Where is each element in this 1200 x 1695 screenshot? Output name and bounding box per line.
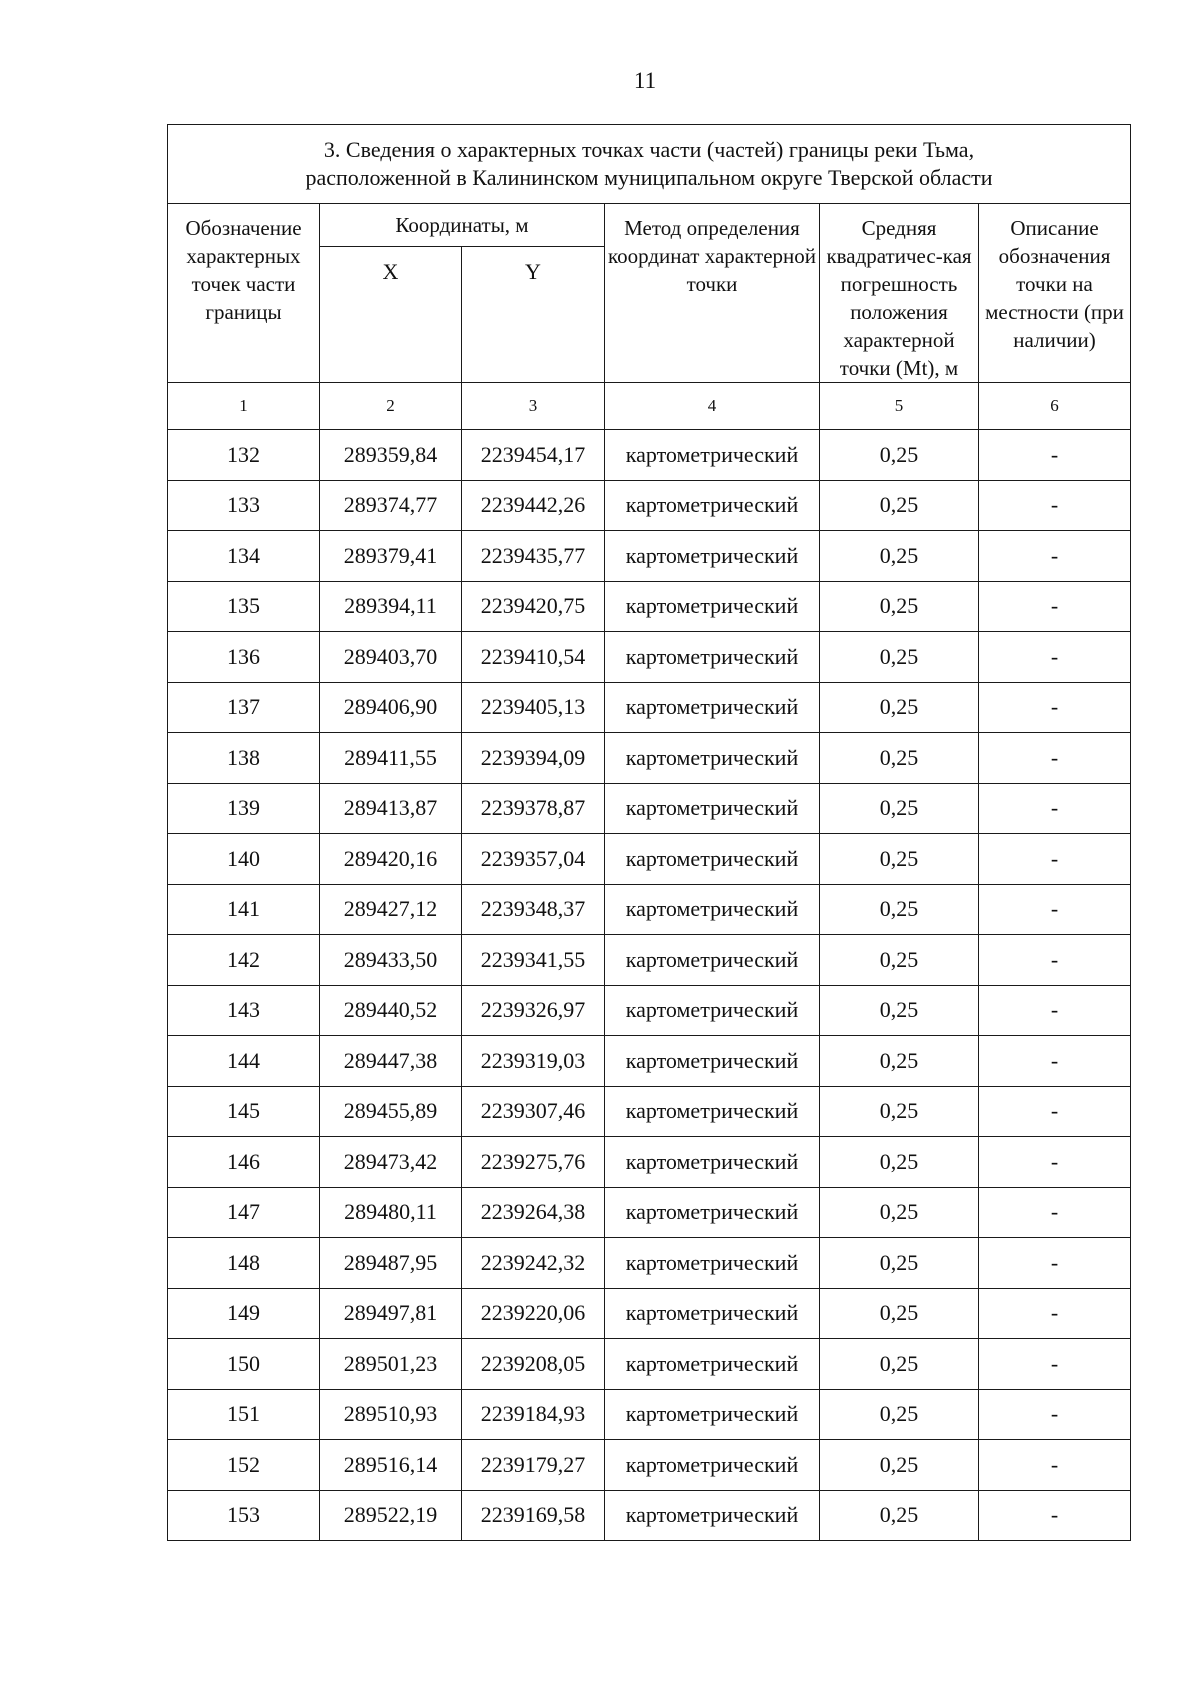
method-cell: картометрический bbox=[605, 632, 820, 683]
description-cell: - bbox=[979, 430, 1131, 481]
point-id-cell: 132 bbox=[168, 430, 320, 481]
table-row bbox=[168, 531, 1131, 582]
error-cell: 0,25 bbox=[820, 1339, 979, 1390]
error-cell: 0,25 bbox=[820, 1490, 979, 1541]
description-cell: - bbox=[979, 581, 1131, 632]
error-cell: 0,25 bbox=[820, 1440, 979, 1491]
method-cell: картометрический bbox=[605, 682, 820, 733]
point-id-cell: 138 bbox=[168, 733, 320, 784]
y-coord-cell: 2239357,04 bbox=[462, 834, 605, 885]
x-coord-cell: 289433,50 bbox=[320, 935, 462, 986]
error-cell: 0,25 bbox=[820, 935, 979, 986]
table-row bbox=[168, 1238, 1131, 1289]
description-cell: - bbox=[979, 1339, 1131, 1390]
y-coord-cell: 2239442,26 bbox=[462, 480, 605, 531]
point-id-cell: 135 bbox=[168, 581, 320, 632]
point-id-cell: 133 bbox=[168, 480, 320, 531]
x-coord-cell: 289420,16 bbox=[320, 834, 462, 885]
error-cell: 0,25 bbox=[820, 1288, 979, 1339]
column-number: 3 bbox=[462, 383, 605, 430]
table-row bbox=[168, 1137, 1131, 1188]
error-cell: 0,25 bbox=[820, 985, 979, 1036]
point-id-cell: 146 bbox=[168, 1137, 320, 1188]
description-cell: - bbox=[979, 632, 1131, 683]
y-coord-cell: 2239169,58 bbox=[462, 1490, 605, 1541]
table-row bbox=[168, 480, 1131, 531]
error-cell: 0,25 bbox=[820, 531, 979, 582]
y-coord-cell: 2239264,38 bbox=[462, 1187, 605, 1238]
error-cell: 0,25 bbox=[820, 733, 979, 784]
description-cell: - bbox=[979, 682, 1131, 733]
point-id-cell: 136 bbox=[168, 632, 320, 683]
description-cell: - bbox=[979, 1288, 1131, 1339]
description-cell: - bbox=[979, 480, 1131, 531]
method-cell: картометрический bbox=[605, 1086, 820, 1137]
error-cell: 0,25 bbox=[820, 1187, 979, 1238]
description-cell: - bbox=[979, 1137, 1131, 1188]
header-x: X bbox=[320, 246, 462, 382]
x-coord-cell: 289487,95 bbox=[320, 1238, 462, 1289]
point-id-cell: 140 bbox=[168, 834, 320, 885]
error-cell: 0,25 bbox=[820, 430, 979, 481]
y-coord-cell: 2239319,03 bbox=[462, 1036, 605, 1087]
x-coord-cell: 289480,11 bbox=[320, 1187, 462, 1238]
column-numbers-row bbox=[168, 383, 1131, 430]
table-row bbox=[168, 1339, 1131, 1390]
description-cell: - bbox=[979, 884, 1131, 935]
column-number: 1 bbox=[168, 383, 320, 430]
x-coord-cell: 289374,77 bbox=[320, 480, 462, 531]
method-cell: картометрический bbox=[605, 935, 820, 986]
error-cell: 0,25 bbox=[820, 480, 979, 531]
error-cell: 0,25 bbox=[820, 834, 979, 885]
description-cell: - bbox=[979, 1490, 1131, 1541]
point-id-cell: 145 bbox=[168, 1086, 320, 1137]
table-body bbox=[168, 430, 1131, 1541]
column-number: 6 bbox=[979, 383, 1131, 430]
description-cell: - bbox=[979, 1389, 1131, 1440]
point-id-cell: 150 bbox=[168, 1339, 320, 1390]
table-row bbox=[168, 1187, 1131, 1238]
x-coord-cell: 289440,52 bbox=[320, 985, 462, 1036]
table-row bbox=[168, 1086, 1131, 1137]
y-coord-cell: 2239348,37 bbox=[462, 884, 605, 935]
y-coord-cell: 2239454,17 bbox=[462, 430, 605, 481]
table-row bbox=[168, 935, 1131, 986]
error-cell: 0,25 bbox=[820, 1137, 979, 1188]
point-id-cell: 152 bbox=[168, 1440, 320, 1491]
point-id-cell: 141 bbox=[168, 884, 320, 935]
y-coord-cell: 2239420,75 bbox=[462, 581, 605, 632]
description-cell: - bbox=[979, 1187, 1131, 1238]
table-row bbox=[168, 632, 1131, 683]
method-cell: картометрический bbox=[605, 884, 820, 935]
method-cell: картометрический bbox=[605, 531, 820, 582]
y-coord-cell: 2239275,76 bbox=[462, 1137, 605, 1188]
y-coord-cell: 2239307,46 bbox=[462, 1086, 605, 1137]
description-cell: - bbox=[979, 834, 1131, 885]
point-id-cell: 148 bbox=[168, 1238, 320, 1289]
point-id-cell: 151 bbox=[168, 1389, 320, 1440]
y-coord-cell: 2239220,06 bbox=[462, 1288, 605, 1339]
method-cell: картометрический bbox=[605, 1137, 820, 1188]
y-coord-cell: 2239242,32 bbox=[462, 1238, 605, 1289]
y-coord-cell: 2239184,93 bbox=[462, 1389, 605, 1440]
x-coord-cell: 289455,89 bbox=[320, 1086, 462, 1137]
table-row bbox=[168, 884, 1131, 935]
method-cell: картометрический bbox=[605, 1339, 820, 1390]
header-coords: Координаты, м bbox=[320, 204, 605, 247]
x-coord-cell: 289413,87 bbox=[320, 783, 462, 834]
x-coord-cell: 289510,93 bbox=[320, 1389, 462, 1440]
description-cell: - bbox=[979, 1086, 1131, 1137]
x-coord-cell: 289501,23 bbox=[320, 1339, 462, 1390]
method-cell: картометрический bbox=[605, 1288, 820, 1339]
point-id-cell: 144 bbox=[168, 1036, 320, 1087]
x-coord-cell: 289497,81 bbox=[320, 1288, 462, 1339]
point-id-cell: 147 bbox=[168, 1187, 320, 1238]
error-cell: 0,25 bbox=[820, 1036, 979, 1087]
method-cell: картометрический bbox=[605, 985, 820, 1036]
column-number: 4 bbox=[605, 383, 820, 430]
point-id-cell: 137 bbox=[168, 682, 320, 733]
header-error: Средняя квадратичес-кая погрешность положения характерной точки (Mt), м bbox=[820, 204, 979, 383]
y-coord-cell: 2239410,54 bbox=[462, 632, 605, 683]
error-cell: 0,25 bbox=[820, 783, 979, 834]
point-id-cell: 153 bbox=[168, 1490, 320, 1541]
x-coord-cell: 289447,38 bbox=[320, 1036, 462, 1087]
boundary-points-table bbox=[167, 124, 1131, 1541]
header-point: Обозначение характерных точек части границы bbox=[168, 204, 320, 383]
method-cell: картометрический bbox=[605, 1490, 820, 1541]
x-coord-cell: 289522,19 bbox=[320, 1490, 462, 1541]
description-cell: - bbox=[979, 783, 1131, 834]
method-cell: картометрический bbox=[605, 783, 820, 834]
x-coord-cell: 289406,90 bbox=[320, 682, 462, 733]
description-cell: - bbox=[979, 531, 1131, 582]
method-cell: картометрический bbox=[605, 1389, 820, 1440]
header-description: Описание обозначения точки на местности (при наличии) bbox=[979, 204, 1131, 383]
x-coord-cell: 289403,70 bbox=[320, 632, 462, 683]
table-row bbox=[168, 1036, 1131, 1087]
method-cell: картометрический bbox=[605, 480, 820, 531]
x-coord-cell: 289411,55 bbox=[320, 733, 462, 784]
point-id-cell: 149 bbox=[168, 1288, 320, 1339]
error-cell: 0,25 bbox=[820, 1238, 979, 1289]
table-title-line-1: 3. Сведения о характерных точках части (частей) границы реки Тьма, bbox=[323, 137, 975, 162]
y-coord-cell: 2239405,13 bbox=[462, 682, 605, 733]
x-coord-cell: 289379,41 bbox=[320, 531, 462, 582]
table-row bbox=[168, 1490, 1131, 1541]
point-id-cell: 142 bbox=[168, 935, 320, 986]
y-coord-cell: 2239394,09 bbox=[462, 733, 605, 784]
table-row bbox=[168, 1288, 1131, 1339]
table-row bbox=[168, 783, 1131, 834]
method-cell: картометрический bbox=[605, 834, 820, 885]
description-cell: - bbox=[979, 1238, 1131, 1289]
table-row bbox=[168, 581, 1131, 632]
error-cell: 0,25 bbox=[820, 1389, 979, 1440]
point-id-cell: 134 bbox=[168, 531, 320, 582]
table-title-line-2: расположенной в Калининском муниципальном округе Тверской области bbox=[305, 165, 993, 190]
column-number: 5 bbox=[820, 383, 979, 430]
method-cell: картометрический bbox=[605, 1238, 820, 1289]
table-row bbox=[168, 682, 1131, 733]
table-row bbox=[168, 834, 1131, 885]
method-cell: картометрический bbox=[605, 1440, 820, 1491]
table-row bbox=[168, 1440, 1131, 1491]
page-number: 11 bbox=[633, 68, 657, 93]
table-title bbox=[168, 125, 1131, 204]
x-coord-cell: 289359,84 bbox=[320, 430, 462, 481]
point-id-cell: 143 bbox=[168, 985, 320, 1036]
table-row bbox=[168, 430, 1131, 481]
table-row bbox=[168, 733, 1131, 784]
y-coord-cell: 2239435,77 bbox=[462, 531, 605, 582]
header-y: Y bbox=[462, 246, 605, 382]
table-row bbox=[168, 1389, 1131, 1440]
method-cell: картометрический bbox=[605, 733, 820, 784]
description-cell: - bbox=[979, 1036, 1131, 1087]
y-coord-cell: 2239326,97 bbox=[462, 985, 605, 1036]
table-row bbox=[168, 985, 1131, 1036]
column-number: 2 bbox=[320, 383, 462, 430]
y-coord-cell: 2239208,05 bbox=[462, 1339, 605, 1390]
error-cell: 0,25 bbox=[820, 632, 979, 683]
description-cell: - bbox=[979, 935, 1131, 986]
error-cell: 0,25 bbox=[820, 682, 979, 733]
method-cell: картометрический bbox=[605, 430, 820, 481]
method-cell: картометрический bbox=[605, 581, 820, 632]
description-cell: - bbox=[979, 985, 1131, 1036]
method-cell: картометрический bbox=[605, 1036, 820, 1087]
x-coord-cell: 289516,14 bbox=[320, 1440, 462, 1491]
header-method: Метод определения координат характерной точки bbox=[605, 204, 820, 383]
description-cell: - bbox=[979, 733, 1131, 784]
error-cell: 0,25 bbox=[820, 884, 979, 935]
point-id-cell: 139 bbox=[168, 783, 320, 834]
description-cell: - bbox=[979, 1440, 1131, 1491]
y-coord-cell: 2239179,27 bbox=[462, 1440, 605, 1491]
x-coord-cell: 289427,12 bbox=[320, 884, 462, 935]
y-coord-cell: 2239378,87 bbox=[462, 783, 605, 834]
method-cell: картометрический bbox=[605, 1187, 820, 1238]
error-cell: 0,25 bbox=[820, 1086, 979, 1137]
x-coord-cell: 289394,11 bbox=[320, 581, 462, 632]
x-coord-cell: 289473,42 bbox=[320, 1137, 462, 1188]
y-coord-cell: 2239341,55 bbox=[462, 935, 605, 986]
error-cell: 0,25 bbox=[820, 581, 979, 632]
